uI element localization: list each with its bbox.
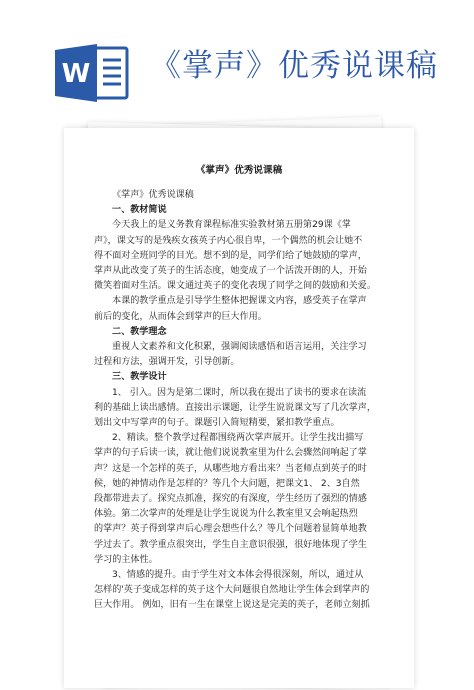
body-line: 段都带进去了。探究点抓准，探究的有深度，学生经历了强烈的情感 — [94, 494, 367, 505]
body-line: 3、情感的提升。由于学生对文本体会得很深刻，所以，通过从 — [112, 570, 364, 581]
body-line: 学过去了。教学重点很突出，学生自主意识很强，很好地体现了学生 — [94, 539, 367, 550]
section-heading: 二、教学理念 — [112, 326, 167, 337]
section-heading: 一、教材简说 — [112, 205, 167, 216]
body-line: 得不面对全班同学的目光。想不到的是，同学们给了她鼓励的掌声， — [94, 250, 367, 261]
document-body — [94, 188, 384, 614]
document-page — [64, 128, 414, 688]
document-title: 《掌声》优秀说课稿 — [195, 165, 283, 176]
body-line: 微笑着面对生活。课文通过英子的变化表现了同学之间的鼓励和关爱。 — [94, 281, 376, 292]
body-line: 声？这是一个怎样的英子，从哪些地方看出来？当老师点到英子的时 — [94, 463, 367, 474]
word-icon-letter: W — [61, 59, 91, 89]
body-line: 2、精读。整个教学过程都围绕两次掌声展开。让学生找出描写 — [112, 433, 364, 444]
body-line: 掌声从此改变了英子的生活态度，她变成了一个活泼开朗的人，开始 — [94, 266, 367, 277]
body-line: 掌声的句子后读一读，就让他们说说教室里为什么会骤然间响起了掌 — [94, 448, 367, 459]
body-line: 划出文中写掌声的句子。课题引入简短精要，紧扣教学重点。 — [94, 418, 340, 429]
body-line: 前后的变化，从而体会到掌声的巨大作用。 — [94, 311, 267, 322]
body-line: 的掌声？英子得到掌声后心理会想些什么？等几个问题着显简单地教 — [94, 524, 367, 535]
body-line: 怎样的'英子变成怎样的英子这个大问题很自然地让学生体会到掌声的 — [94, 585, 370, 596]
body-line: 1、 引入。因为是第二课时，所以我在提出了读书的要求在读流 — [112, 387, 367, 398]
body-line: 巨大作用。 例如，旧有一生在课堂上说这是完美的英子，老师立刻抓 — [94, 600, 370, 611]
banner-title: 《掌声》优秀说课稿 — [150, 48, 438, 84]
body-line: 学习的主体性。 — [94, 554, 158, 565]
body-line: 今天我上的是义务教育课程标准实验教材第五册第29课《掌 — [112, 220, 351, 231]
section-heading: 三、教学设计 — [112, 372, 167, 383]
body-line: 重视人文素养和文化积累，强调阅读感悟和语言运用，关注学习 — [112, 342, 367, 353]
body-line: 过程和方法，强调开发，引导创新。 — [94, 357, 240, 368]
body-line: 体验。第二次掌声的处理是让学生说说为什么教室里又会响起热烈 — [94, 509, 358, 520]
body-line: 利的基础上读出感情。直接出示课题，让学生说说课文写了几次掌声， — [94, 402, 376, 413]
body-line: 候，她的神情动作是怎样的？等几个大问题，把课文1、 2、3自然 — [94, 478, 360, 489]
body-line: 本课的教学重点是引导学生整体把握课文内容，感受英子在掌声 — [112, 296, 367, 307]
body-line: 《掌声》优秀说课稿 — [112, 190, 194, 200]
body-line: 声》，课文写的是残疾女孩英子内心很自卑，一个偶然的机会让她不 — [94, 235, 363, 246]
